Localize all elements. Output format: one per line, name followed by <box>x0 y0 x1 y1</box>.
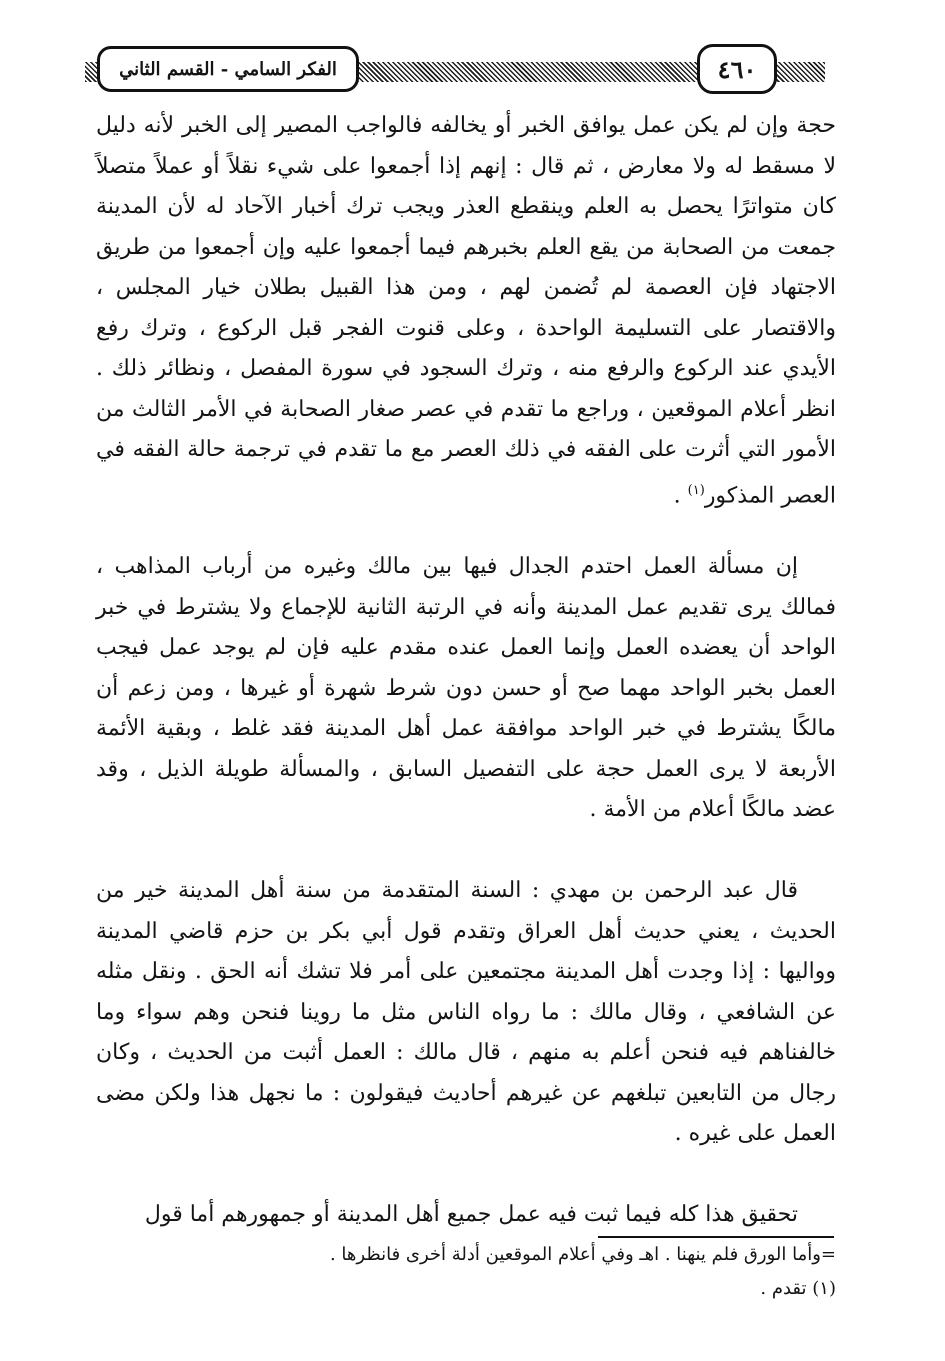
paragraph-1-end: . <box>673 482 688 508</box>
page-number: ٤٦٠ <box>697 44 777 94</box>
paragraph-3: قال عبد الرحمن بن مهدي : السنة المتقدمة من سنة أهل المدينة خير من الحديث ، يعني حديث أهل العراق وتقدم قول أبي بكر بن حزم قاضي المدينة وواليها : إذا وجدت أهل المدينة مجتمعين على أمر فلا تشك أنه الحق . ونقل مثله عن الشافعي ، وقال مالك : ما رواه الناس مثل ما روينا فنحن وهم سواء وما خالفناهم فيه فنحن أعلم به منهم ، قال مالك : العمل أثبت من الحديث ، وكان رجال من التابعين تبلغهم عن غيرهم أحاديث فيقولون : ما نجهل هذا ولكن مضى العمل على غيره . <box>96 878 836 1146</box>
footnote-ref: (١) <box>687 482 705 498</box>
main-text <box>96 106 836 1235</box>
paragraph-2: إن مسألة العمل احتدم الجدال فيها بين مالك وغيره من أرباب المذاهب ، فمالك يرى تقديم عمل المدينة وأنه في الرتبة الثانية للإجماع ولا يشترط في خبر الواحد أن يعضده العمل وإنما العمل عنده مقدم عليه فإن لم يوجد عمل فيجب العمل بخبر الواحد مهما صح أو حسن دون شرط شهرة أو غيرها ، ومن زعم أن مالكًا يشترط في خبر الواحد موافقة عمل أهل المدينة فقد غلط ، وبقية الأئمة الأربعة لا يرى العمل حجة على التفصيل السابق ، والمسألة طويلة الذيل ، وقد عضد مالكًا أعلام من الأمة . <box>96 554 836 822</box>
footnote-continuation: =وأما الورق فلم ينهنا . اهـ وفي أعلام الموقعين أدلة أخرى فانظرها . <box>329 1244 836 1265</box>
paragraph-1-text: حجة وإن لم يكن عمل يوافق الخبر أو يخالفه فالواجب المصير إلى الخبر لأنه دليل لا مسقط له ولا معارض ، ثم قال : إنهم إذا أجمعوا على شيء نقلاً أو عملاً متصلاً كان متواترًا يحصل به العلم وينقطع العذر ويجب ترك أخبار الآحاد له لأن المدينة جمعت من الصحابة من يقع العلم بخبرهم فيما أجمعوا عليه وإن أجمعوا من طريق الاجتهاد فإن العصمة لم تُضمن لهم ، ومن هذا القبيل بطلان خيار المجلس ، والاقتصار على التسليمة الواحدة ، وعلى قنوت الفجر قبل الركوع ، وترك رفع الأيدي عند الركوع والرفع منه ، وترك السجود في سورة المفصل ، ونظائر ذلك . انظر أعلام الموقعين ، وراجع ما تقدم في عصر صغار الصحابة في الأمر الثالث من الأمور التي أثرت على الفقه في ذلك العصر مع ما تقدم في ترجمة حالة الفقه في العصر المذكور <box>96 113 836 508</box>
footnote-1: (١) تقدم . <box>760 1278 836 1299</box>
paragraph-4: تحقيق هذا كله فيما ثبت فيه عمل جميع أهل المدينة أو جمهورهم أما قول <box>144 1202 798 1227</box>
page-header <box>85 40 825 104</box>
footnotes <box>130 1238 836 1306</box>
paragraph-1 <box>96 106 836 521</box>
running-title: الفكر السامي - القسم الثاني <box>97 46 359 92</box>
